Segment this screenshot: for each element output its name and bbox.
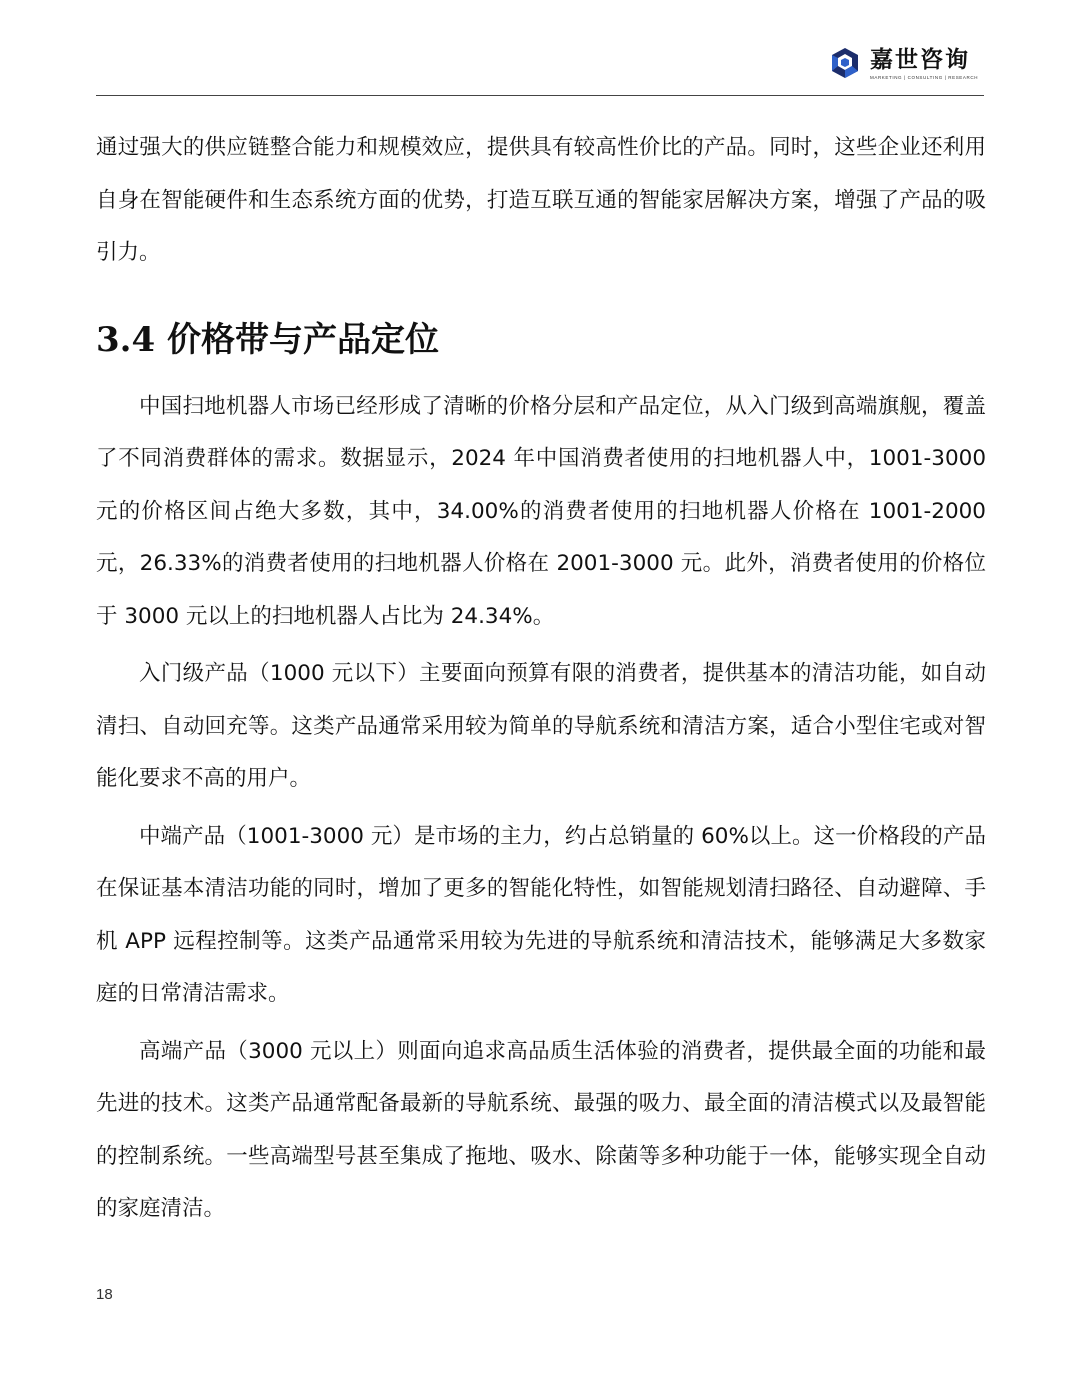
section-heading-wrap [96, 318, 986, 362]
paragraph-entry-level: 入门级产品（1000 元以下）主要面向预算有限的消费者，提供基本的清洁功能，如自动清扫、自动回充等。这类产品通常采用较为简单的导航系统和清洁方案，适合小型住宅或对智能化要求不高的用户。 [96, 661, 986, 791]
paragraph-mid-range: 中端产品（1001-3000 元）是市场的主力，约占总销量的 60%以上。这一价格段的产品在保证基本清洁功能的同时，增加了更多的智能化特性，如智能规划清扫路径、自动避障、手机 APP 远程控制等。这类产品通常采用较为先进的导航系统和清洁技术，能够满足大多数家庭的日常清洁需求。 [96, 823, 986, 1006]
cube-logo-icon [828, 46, 862, 80]
brand-tagline: MARKETING | CONSULTING | RESEARCH [870, 75, 979, 80]
intro-paragraph: 通过强大的供应链整合能力和规模效应，提供具有较高性价比的产品。同时，这些企业还利用自身在智能硬件和生态系统方面的优势，打造互联互通的智能家居解决方案，增强了产品的吸引力。 [96, 135, 986, 265]
header-divider [96, 95, 984, 96]
brand-text [870, 46, 978, 81]
page-header [0, 0, 1080, 97]
paragraph-high-end: 高端产品（3000 元以上）则面向追求高品质生活体验的消费者，提供最全面的功能和最先进的技术。这类产品通常配备最新的导航系统、最强的吸力、最全面的清洁模式以及最智能的控制系统。一些高端型号甚至集成了拖地、吸水、除菌等多种功能于一体，能够实现全自动的家庭清洁。 [96, 1038, 986, 1221]
page-number: 18 [96, 1286, 113, 1303]
paragraph-market-overview: 中国扫地机器人市场已经形成了清晰的价格分层和产品定位，从入门级到高端旗舰，覆盖了不同消费群体的需求。数据显示，2024 年中国消费者使用的扫地机器人中，1001-3000 元的价格区间占绝大多数，其中，34.00%的消费者使用的扫地机器人价格在 1001-2000 元，26.33%的消费者使用的扫地机器人价格在 2001-3000 元。此外，消费者使用的价格位于 3000 元以上的扫地机器人占比为 24.34%。 [96, 393, 986, 629]
section-heading: 3.4 价格带与产品定位 [96, 319, 439, 360]
page-content [96, 122, 986, 1236]
brand-name: 嘉世咨询 [870, 47, 970, 73]
brand-logo [828, 46, 978, 90]
